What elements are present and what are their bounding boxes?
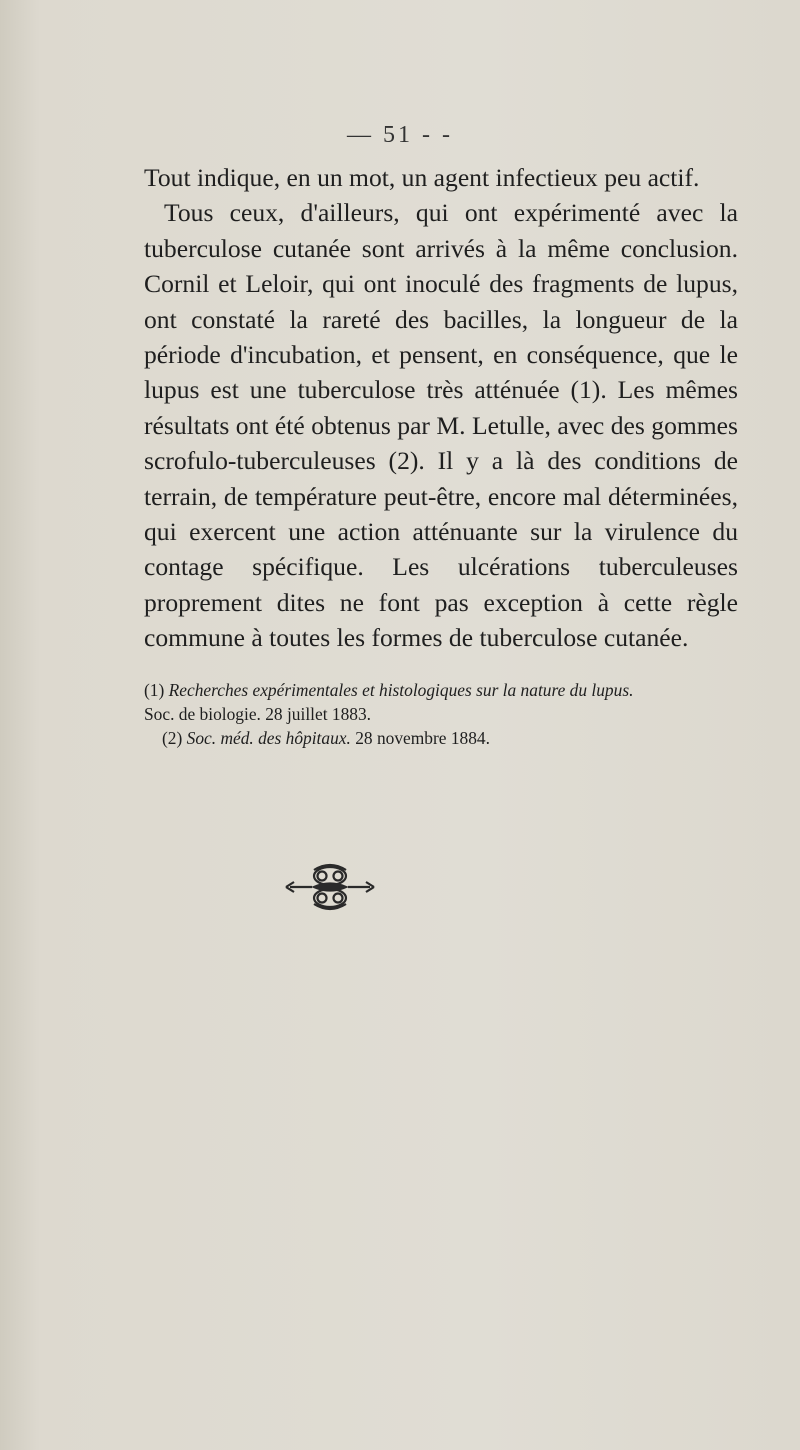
footnote-1-title: Recherches expérimentales et histologiques sur la nature du lupus. [168, 680, 634, 700]
footnote-2-marker: (2) [162, 728, 183, 748]
main-text [144, 160, 738, 656]
fleuron-ornament-icon [284, 862, 376, 912]
paragraph-2: Tous ceux, d'ailleurs, qui ont expérimenté avec la tuberculose cutanée sont arrivés à la même conclusion. Cornil et Leloir, qui ont inoculé des fragments de lupus, ont constaté la rareté des bacilles, la longueur de la période d'incubation, et pensent, en conséquence, que le lupus est une tuberculose très atténuée (1). Les mêmes résultats ont été obtenus par M. Letulle, avec des gommes scrofulo-tuberculeuses (2). Il y a là des conditions de terrain, de température peut-être, encore mal déterminées, qui exercent une action atténuante sur la virulence du contage spécifique. Les ulcérations tuberculeuses proprement dites ne font pas exception à cette règle commune à toutes les formes de tuberculose cutanée. [144, 198, 738, 653]
footnote-2-title: Soc. méd. des hôpitaux. [186, 728, 351, 748]
footnotes [144, 678, 744, 750]
footnote-1-marker: (1) [144, 680, 165, 700]
footnote-1 [144, 678, 744, 726]
footnote-2-date: 28 novembre 1884. [355, 728, 490, 748]
footnote-2 [144, 726, 744, 750]
page-number: — 51 - - [347, 122, 453, 148]
paragraph-1: Tout indique, en un mot, un agent infectieux peu actif. [144, 163, 700, 192]
footnote-1-source: Soc. de biologie. 28 juillet 1883. [144, 704, 372, 724]
